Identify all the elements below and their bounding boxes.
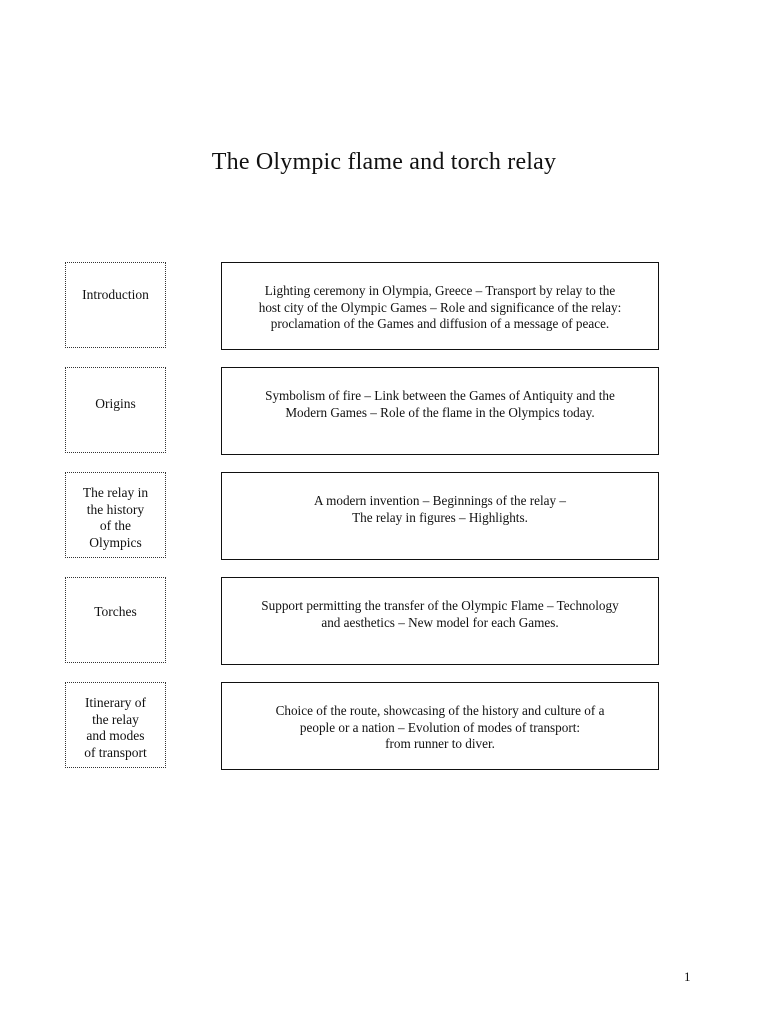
description-line: Symbolism of fire – Link between the Games of Antiquity and the — [265, 388, 615, 403]
description-line: from runner to diver. — [385, 736, 495, 751]
section-description-torches — [221, 577, 659, 665]
description-line: Modern Games – Role of the flame in the Olympics today. — [285, 404, 595, 420]
description-line: A modern invention – Beginnings of the relay – — [314, 493, 566, 508]
section-label-origins — [65, 367, 166, 453]
section-label-itinerary — [65, 682, 166, 768]
description-line: Choice of the route, showcasing of the history and culture of a — [275, 703, 605, 718]
section-label-torches — [65, 577, 166, 663]
section-label-line: Origins — [95, 396, 136, 411]
section-label-line: Itinerary of — [84, 695, 147, 710]
section-label-line: of the — [99, 518, 132, 533]
section-label-line: Olympics — [89, 534, 142, 550]
description-line: and aesthetics – New model for each Games. — [321, 614, 559, 630]
section-label-line: of transport — [84, 744, 147, 760]
description-line: The relay in figures – Highlights. — [352, 509, 528, 525]
description-line: Lighting ceremony in Olympia, Greece – Transport by relay to the — [264, 283, 616, 298]
page-number: 1 — [684, 969, 691, 984]
page-title: The Olympic flame and torch relay — [211, 149, 557, 175]
section-description-relay-history — [221, 472, 659, 560]
section-description-origins — [221, 367, 659, 455]
section-label-relay-history — [65, 472, 166, 558]
description-line: Support permitting the transfer of the Olympic Flame – Technology — [261, 598, 619, 613]
section-label-line: and modes — [86, 728, 145, 743]
description-line: host city of the Olympic Games – Role and significance of the relay: — [258, 299, 622, 315]
section-label-line: The relay in — [82, 485, 149, 500]
section-label-line: the relay — [92, 711, 139, 727]
section-description-introduction — [221, 262, 659, 350]
section-label-introduction — [65, 262, 166, 348]
section-label-line: Introduction — [82, 287, 149, 302]
section-label-line: Torches — [94, 604, 137, 619]
description-line: people or a nation – Evolution of modes of transport: — [299, 719, 581, 735]
section-description-itinerary — [221, 682, 659, 770]
section-label-line: the history — [86, 501, 145, 517]
description-line: proclamation of the Games and diffusion of a message of peace. — [270, 316, 610, 331]
